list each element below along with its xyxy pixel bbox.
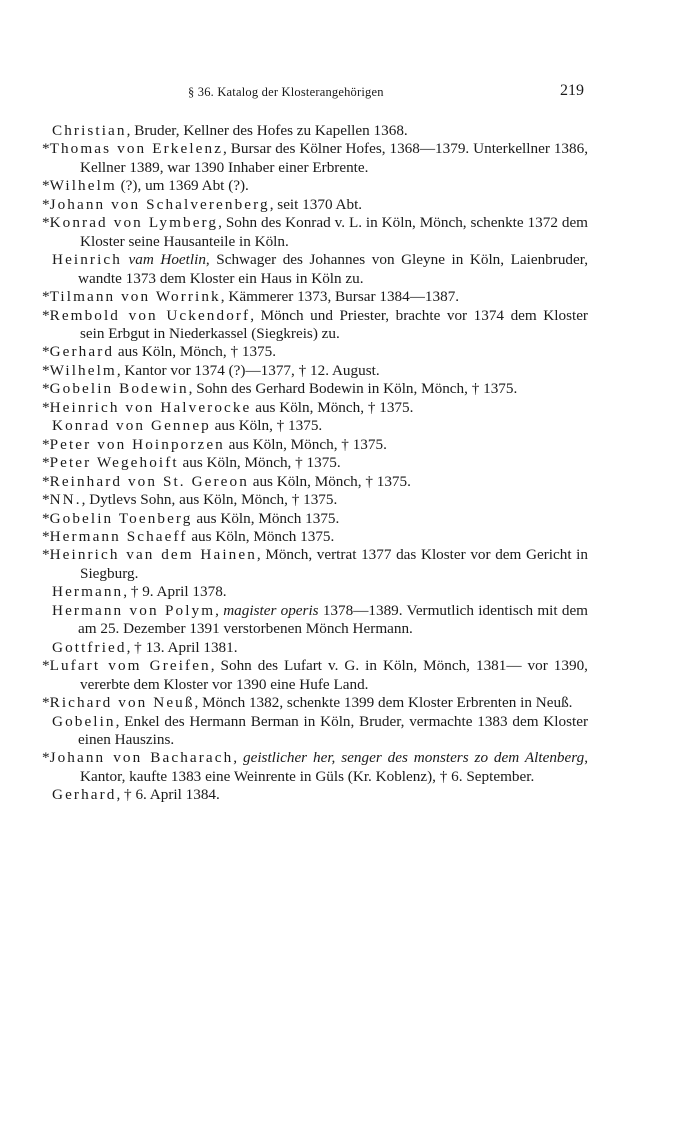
page-number: 219 <box>560 82 584 99</box>
catalog-entry <box>42 454 588 472</box>
entry-text: , † 9. April 1378. <box>123 583 227 601</box>
entry-italic: magister operis <box>223 601 319 619</box>
entry-text: , Enkel des Hermann Berman in Köln, Bruder, vermachte 1383 dem Kloster einen Hauszins. <box>78 712 588 748</box>
entry-text: , Sohn des Konrad v. L. in Köln, Mönch, schenkte 1372 dem Kloster seine Hausanteile in Köln. <box>80 214 588 250</box>
entry-marker: * <box>42 380 50 398</box>
entry-name-text: Heinrich von Halverocke <box>49 398 252 416</box>
catalog-entry <box>42 713 588 750</box>
entry-name <box>52 417 211 434</box>
catalog-entry <box>42 140 588 177</box>
catalog-entry <box>42 473 588 491</box>
entry-marker: * <box>42 361 50 379</box>
entry-name-text: Konrad von Lymberg <box>49 214 219 232</box>
entry-name <box>42 343 114 360</box>
entry-text: , Mönch 1382, schenkte 1399 dem Kloster Erbrenten in Neuß. <box>194 694 573 712</box>
entry-name-text: Hermann <box>52 583 124 601</box>
entry-marker: * <box>42 472 50 490</box>
entry-marker: * <box>42 546 50 564</box>
entry-text: , † 13. April 1381. <box>126 638 238 656</box>
entry-name <box>42 694 195 711</box>
catalog-entry <box>42 362 588 380</box>
entry-text: , Mönch und Priester, brachte vor 1374 dem Kloster sein Erbgut in Niederkassel (Siegkreis) zu. <box>80 306 588 342</box>
catalog-entry <box>42 749 588 786</box>
entry-marker: * <box>42 749 50 767</box>
entry-name-text: Gerhard <box>52 786 117 804</box>
entry-name-text: Peter Wegehoift <box>49 454 179 472</box>
catalog-entry <box>42 196 588 214</box>
catalog-entry <box>42 399 588 417</box>
entry-name-text: Rembold von Uckendorf <box>49 306 251 324</box>
entry-name-text: Heinrich <box>52 251 122 269</box>
entry-name <box>52 122 127 139</box>
entry-marker: * <box>42 527 50 545</box>
entry-text: aus Köln, Mönch, † 1375. <box>248 472 411 490</box>
entry-name <box>42 196 270 213</box>
entry-name <box>42 362 117 379</box>
entry-name <box>42 380 189 397</box>
entry-name-text: Gobelin Toenberg <box>49 509 193 527</box>
entry-name <box>52 639 127 656</box>
entry-name <box>42 399 251 416</box>
entry-text: aus Köln, Mönch 1375. <box>187 527 335 545</box>
entry-name-text: Christian <box>52 122 127 139</box>
entry-name-text: Wilhelm <box>49 177 117 195</box>
entry-name <box>42 491 82 508</box>
entry-text-before-italic: , <box>233 749 243 767</box>
entry-name <box>52 251 122 268</box>
catalog-entry <box>42 251 588 288</box>
entry-name-text: Tilmann von Worrink <box>49 288 221 306</box>
catalog-entry <box>42 694 588 712</box>
entry-text: aus Köln, Mönch, † 1375. <box>178 454 341 472</box>
entry-name <box>42 528 188 545</box>
entry-text: , Kantor vor 1374 (?)—1377, † 12. August. <box>116 361 380 379</box>
entry-italic: geistlicher her, senger des monsters zo dem Altenberg <box>242 749 585 767</box>
entry-marker: * <box>42 657 50 675</box>
catalog-entry <box>42 380 588 398</box>
entry-marker: * <box>42 177 50 195</box>
entry-text: , Sohn des Gerhard Bodewin in Köln, Mönch, † 1375. <box>188 380 518 398</box>
entry-marker: * <box>42 398 50 416</box>
entry-name-text: Hermann von Polym <box>52 601 216 619</box>
entry-name <box>42 749 233 766</box>
entry-name-text: Richard von Neuß <box>49 694 195 712</box>
entry-name-text: Heinrich van dem Hainen <box>49 546 257 564</box>
entry-text-before-italic: , <box>215 601 224 619</box>
entry-text: (?), um 1369 Abt (?). <box>116 177 249 195</box>
entry-name-text: Hermann Schaeff <box>49 527 188 545</box>
catalog-entry <box>42 343 588 361</box>
entry-name <box>42 454 179 471</box>
entry-name <box>52 786 116 803</box>
entry-text: , Kantor, kaufte 1383 eine Weinrente in Güls (Kr. Koblenz), † 6. September. <box>80 749 588 785</box>
entry-name <box>42 177 117 194</box>
entry-text: aus Köln, Mönch, † 1375. <box>251 398 414 416</box>
entry-marker: * <box>42 195 50 213</box>
entry-name <box>52 713 116 730</box>
entry-name <box>42 546 257 563</box>
catalog-entry <box>42 786 588 804</box>
entry-marker: * <box>42 435 50 453</box>
entry-name <box>42 214 218 231</box>
catalog-entry <box>42 528 588 546</box>
entry-marker: * <box>42 288 50 306</box>
entry-italic: vam Hoetlin <box>128 251 206 269</box>
catalog-entries <box>42 122 588 805</box>
entry-name-text: Reinhard von St. Gereon <box>49 472 249 490</box>
catalog-entry <box>42 491 588 509</box>
entry-name-text: NN. <box>49 491 82 509</box>
catalog-entry <box>42 583 588 601</box>
catalog-entry <box>42 639 588 657</box>
entry-name-text: Gobelin Bodewin <box>49 380 189 398</box>
entry-marker: * <box>42 491 50 509</box>
entry-text: aus Köln, Mönch 1375. <box>192 509 340 527</box>
entry-text: , Schwager des Johannes von Gleyne in Köln, Laienbruder, wandte 1373 dem Kloster ein Haus in Köln zu. <box>78 251 589 287</box>
entry-name <box>42 473 249 490</box>
entry-name-text: Johann von Schalverenberg <box>49 195 270 213</box>
entry-text: , Kämmerer 1373, Bursar 1384—1387. <box>220 288 460 306</box>
entry-name <box>42 288 221 305</box>
entry-name <box>52 583 123 600</box>
entry-name <box>42 140 223 157</box>
catalog-entry <box>42 436 588 454</box>
page-header <box>0 82 700 106</box>
catalog-entry <box>42 122 588 140</box>
catalog-entry <box>42 288 588 306</box>
entry-marker: * <box>42 343 50 361</box>
catalog-entry <box>42 177 588 195</box>
entry-name-text: Thomas von Erkelenz <box>49 140 224 158</box>
entry-text: , † 6. April 1384. <box>116 786 220 804</box>
running-title: § 36. Katalog der Klosterangehörigen <box>188 85 384 99</box>
entry-text: 1378—1389. Vermutlich identisch mit dem am 25. Dezember 1391 verstorbenen Mönch Hermann. <box>78 601 588 638</box>
entry-text: aus Köln, Mönch, † 1375. <box>114 343 277 361</box>
catalog-entry <box>42 602 588 639</box>
entry-marker: * <box>42 214 50 232</box>
entry-marker: * <box>42 140 50 158</box>
entry-text: , Sohn des Lufart v. G. in Köln, Mönch, 1381— vor 1390, vererbte dem Kloster vor 1390 eine Hufe Land. <box>80 657 588 693</box>
entry-marker: * <box>42 694 50 712</box>
entry-marker: * <box>42 454 50 472</box>
catalog-entry <box>42 546 588 583</box>
entry-name-text: Gottfried <box>52 638 127 656</box>
entry-text: , Bursar des Kölner Hofes, 1368—1379. Unterkellner 1386, Kellner 1389, war 1390 Inhaber einer Erbrente. <box>80 140 588 176</box>
entry-text: , Bruder, Kellner des Hofes zu Kapellen 1368. <box>126 122 408 139</box>
entry-name-text: Peter von Hoinporzen <box>49 435 225 453</box>
entry-name-text: Gobelin <box>52 712 116 730</box>
entry-text: , Dytlevs Sohn, aus Köln, Mönch, † 1375. <box>81 491 338 509</box>
entry-name <box>52 602 215 619</box>
entry-name-text: Gerhard <box>49 343 115 361</box>
catalog-entry <box>42 307 588 344</box>
catalog-entry <box>42 510 588 528</box>
entry-text: , seit 1370 Abt. <box>269 195 363 213</box>
catalog-entry <box>42 214 588 251</box>
entry-marker: * <box>42 509 50 527</box>
entry-name-text: Lufart vom Greifen <box>49 657 211 675</box>
entry-marker: * <box>42 306 50 324</box>
entry-text: , Mönch, vertrat 1377 das Kloster vor dem Gericht in Siegburg. <box>80 546 588 582</box>
entry-name <box>42 657 211 674</box>
entry-name <box>42 307 250 324</box>
entry-name <box>42 510 193 527</box>
catalog-entry <box>42 657 588 694</box>
entry-name-text: Wilhelm <box>49 361 117 379</box>
entry-text: aus Köln, † 1375. <box>210 417 323 435</box>
entry-text: aus Köln, Mönch, † 1375. <box>224 435 387 453</box>
catalog-entry <box>42 417 588 435</box>
entry-name-text: Johann von Bacharach <box>49 749 234 767</box>
entry-name-text: Konrad von Gennep <box>52 417 211 435</box>
entry-name <box>42 436 225 453</box>
